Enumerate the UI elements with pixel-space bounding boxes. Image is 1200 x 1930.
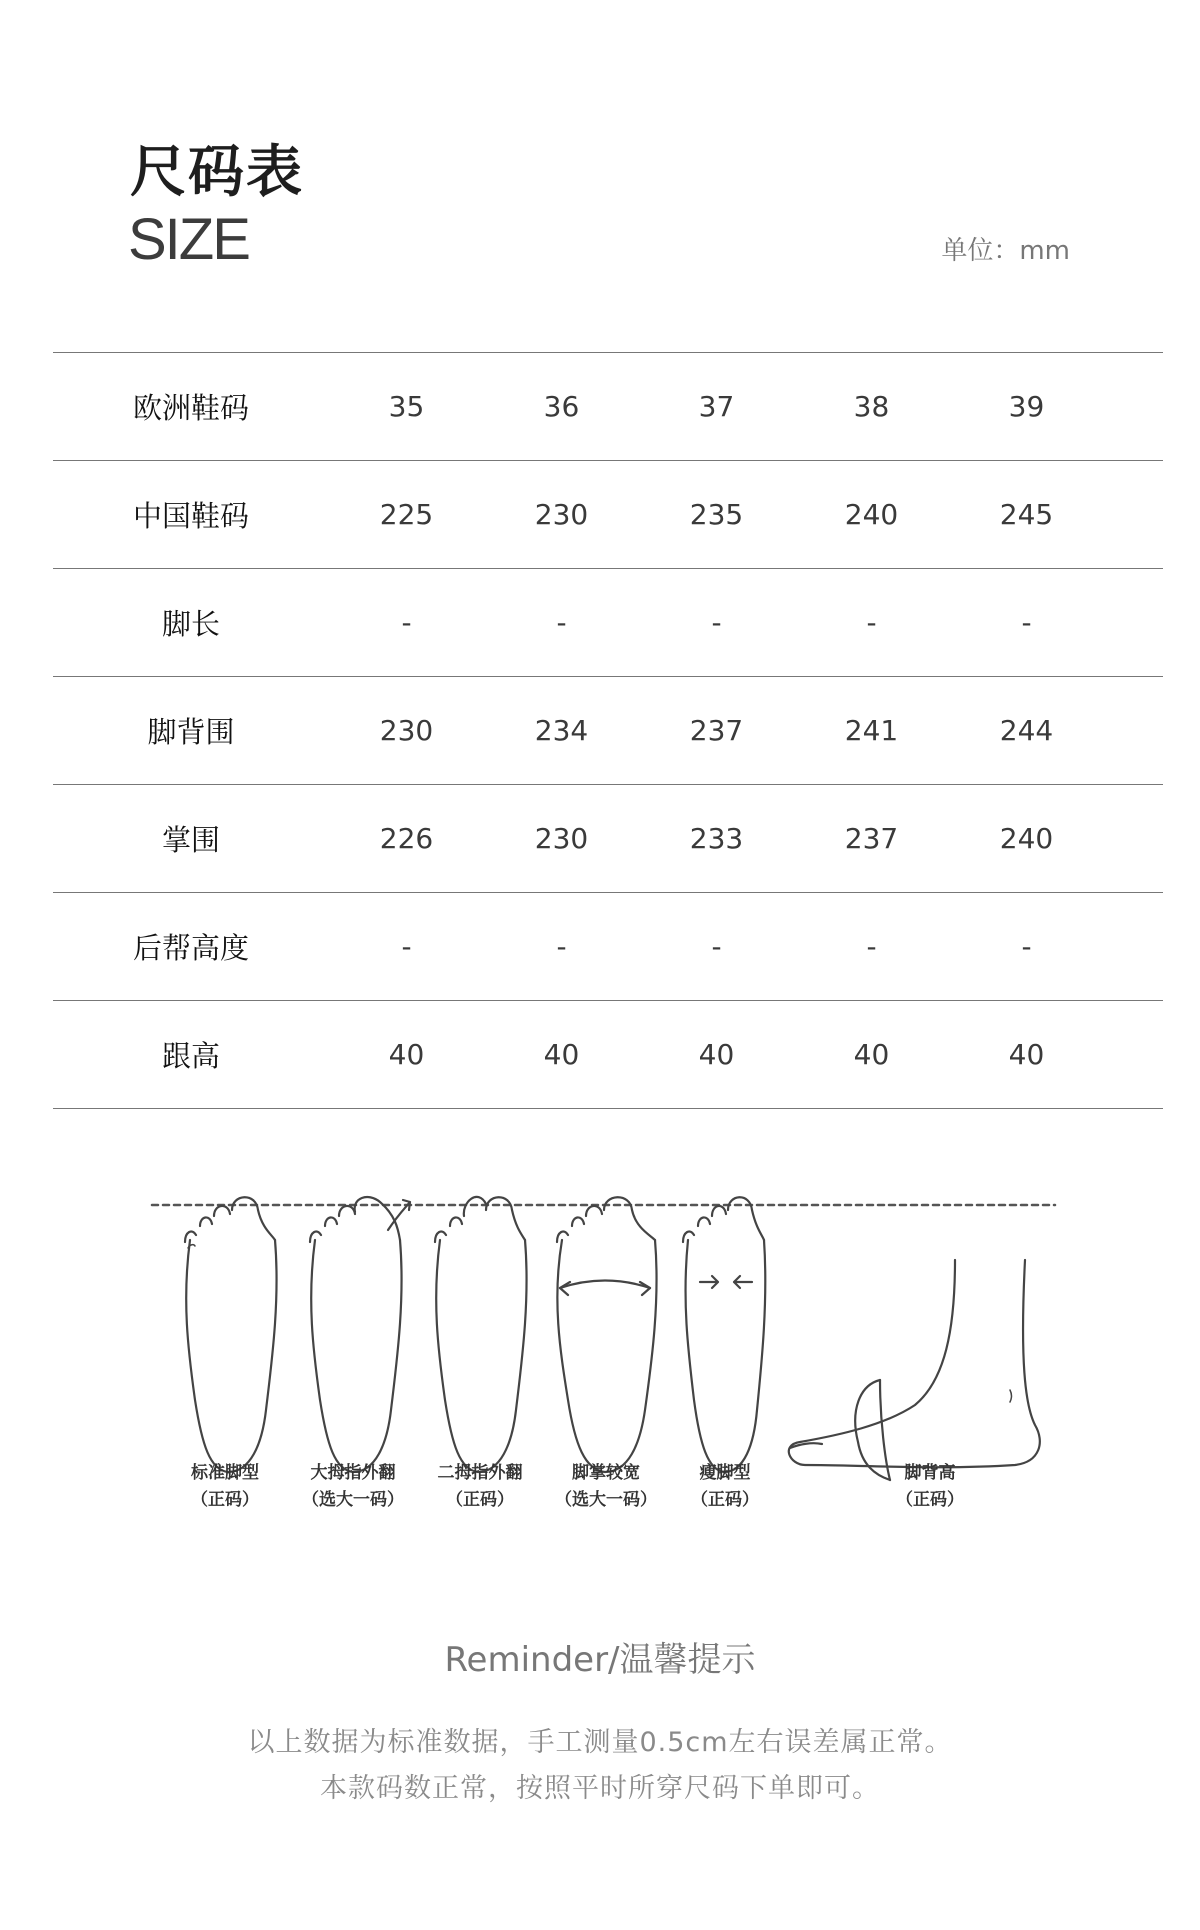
table-cell: - — [866, 930, 877, 963]
table-cell: 230 — [534, 498, 589, 531]
table-cell: 235 — [689, 498, 744, 531]
table-cell: 234 — [534, 714, 589, 747]
table-cell: 40 — [1008, 1038, 1045, 1071]
table-cell: - — [556, 606, 567, 639]
reminder-text: 以上数据为标准数据，手工测量0.5cm左右误差属正常。 — [247, 1727, 953, 1758]
table-cell: - — [556, 930, 567, 963]
table-cell: 35 — [388, 390, 425, 423]
table-cell: - — [401, 930, 412, 963]
foot-caption: 大拇指外翻 （选大一码） — [302, 1463, 404, 1510]
table-cell: 39 — [1008, 390, 1045, 423]
table-cell: 36 — [543, 390, 580, 423]
row-label: 中国鞋码 — [132, 499, 249, 533]
table-cell: - — [1021, 606, 1032, 639]
table-cell: 40 — [388, 1038, 425, 1071]
table-cell: - — [1021, 930, 1032, 963]
reminder-title: Reminder/温馨提示 — [444, 1640, 756, 1680]
table-cell: 38 — [853, 390, 890, 423]
table-cell: - — [711, 930, 722, 963]
table-cell: 226 — [379, 822, 434, 855]
table-cell: 37 — [698, 390, 735, 423]
table-cell: 230 — [379, 714, 434, 747]
table-cell: 40 — [698, 1038, 735, 1071]
wide-foot-icon — [557, 1197, 657, 1472]
row-label: 欧洲鞋码 — [132, 391, 249, 425]
table-cell: 230 — [534, 822, 589, 855]
table-cell: - — [866, 606, 877, 639]
table-row — [53, 1001, 1163, 1109]
narrow-foot-icon — [683, 1197, 765, 1472]
row-label: 脚背围 — [147, 715, 235, 749]
table-row — [53, 461, 1163, 569]
table-cell: 240 — [844, 498, 899, 531]
reminder-text: 本款码数正常，按照平时所穿尺码下单即可。 — [320, 1773, 880, 1804]
unit-label: 单位：mm — [941, 236, 1070, 266]
table-cell: - — [711, 606, 722, 639]
row-label: 掌围 — [161, 823, 220, 857]
table-row — [53, 569, 1163, 677]
bunion-foot-icon — [310, 1197, 410, 1472]
foot-caption: 瘦脚型 （正码） — [691, 1463, 759, 1510]
table-cell: 245 — [999, 498, 1054, 531]
row-label: 跟高 — [161, 1039, 220, 1073]
title-english: SIZE — [128, 207, 249, 272]
foot-caption: 脚掌较宽 （选大一码） — [555, 1463, 657, 1510]
table-cell: 233 — [689, 822, 744, 855]
row-label: 后帮高度 — [132, 931, 249, 965]
table-cell: 244 — [999, 714, 1054, 747]
foot-caption: 标准脚型 （正码） — [191, 1463, 259, 1510]
table-cell: - — [401, 606, 412, 639]
row-label: 脚长 — [161, 607, 220, 641]
table-cell: 40 — [543, 1038, 580, 1071]
table-row — [53, 677, 1163, 785]
second-toe-foot-icon — [435, 1197, 527, 1472]
high-instep-foot-icon — [789, 1260, 1040, 1480]
table-cell: 241 — [844, 714, 899, 747]
table-cell: 237 — [689, 714, 744, 747]
table-cell: 237 — [844, 822, 899, 855]
table-cell: 225 — [379, 498, 434, 531]
table-row — [53, 353, 1163, 461]
foot-caption: 脚背高 （正码） — [896, 1463, 964, 1510]
title-chinese: 尺码表 — [130, 140, 304, 205]
table-cell: 240 — [999, 822, 1054, 855]
table-cell: 40 — [853, 1038, 890, 1071]
standard-foot-icon — [185, 1197, 277, 1472]
table-row — [53, 893, 1163, 1001]
table-row — [53, 785, 1163, 893]
size-table — [53, 352, 1163, 1109]
foot-caption: 二拇指外翻 （正码） — [437, 1463, 523, 1510]
